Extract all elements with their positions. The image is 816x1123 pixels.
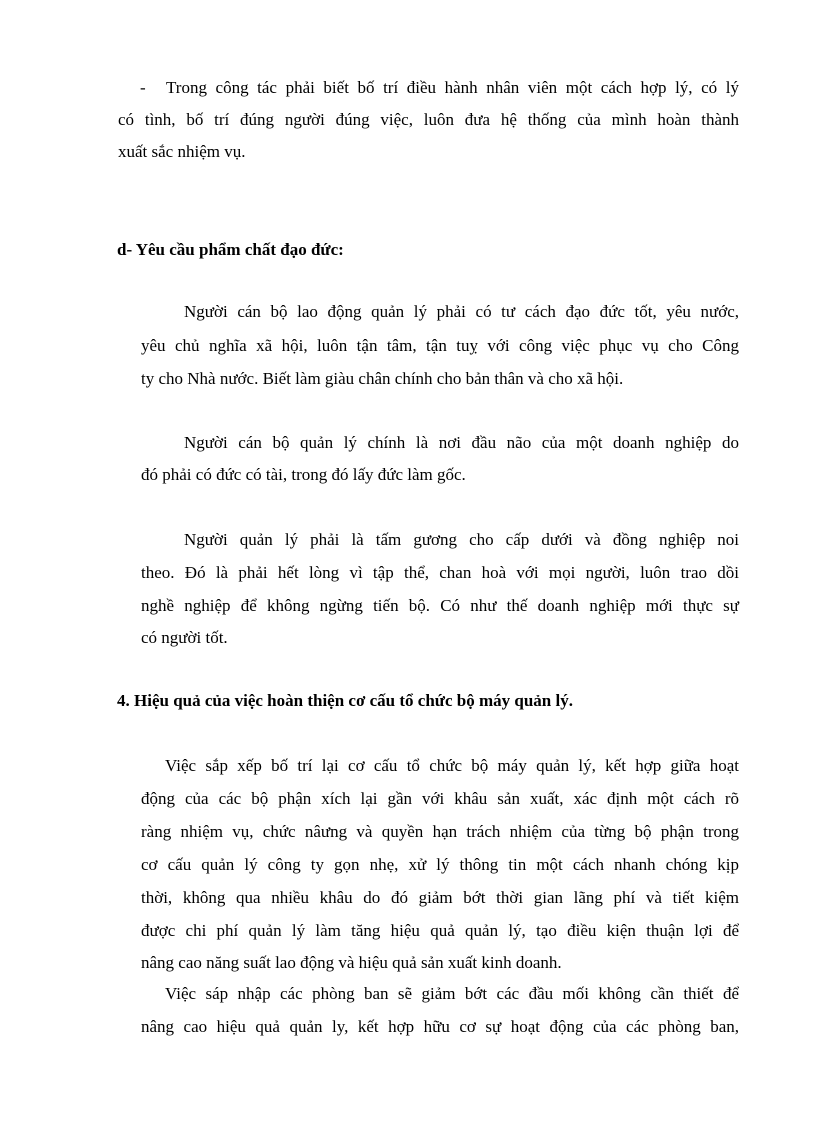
- para4-line-6: được chi phí quản lý làm tăng hiệu quả quản lý, tạo điều kiện thuận lợi để: [141, 921, 739, 940]
- para3-line-1: Người quản lý phải là tấm gương cho cấp dưới và đồng nghiệp noi: [184, 530, 739, 549]
- para4-line-5: thời, không qua nhiều khâu do đó giảm bớt thời gian lãng phí và tiết kiệm: [141, 888, 739, 907]
- para4-line-2: động của các bộ phận xích lại gần với khâu sản xuất, xác định một cách rõ: [141, 789, 739, 808]
- para4-line-3: ràng nhiệm vụ, chức nâưng và quyền hạn trách nhiệm của từng bộ phận trong: [141, 822, 739, 841]
- para2-line-1: Người cán bộ quản lý chính là nơi đầu não của một doanh nghiệp do: [184, 433, 739, 452]
- bullet-line-2: có tình, bố trí đúng người đúng việc, luôn đưa hệ thống của mình hoàn thành: [118, 110, 739, 129]
- para5-line-2: nâng cao hiệu quả quản ly, kết hợp hữu cơ sự hoạt động của các phòng ban,: [141, 1017, 739, 1036]
- para5-line-1: Việc sáp nhập các phòng ban sẽ giảm bớt các đầu mối không cần thiết để: [165, 984, 739, 1003]
- para3-line-4: có người tốt.: [141, 628, 228, 647]
- para1-line-3: ty cho Nhà nước. Biết làm giàu chân chính cho bản thân và cho xã hội.: [141, 369, 624, 388]
- para1-line-1: Người cán bộ lao động quản lý phải có tư cách đạo đức tốt, yêu nước,: [184, 302, 739, 321]
- bullet-line-3: xuất sắc nhiệm vụ.: [118, 142, 246, 161]
- bullet-line-1: Trong công tác phải biết bố trí điều hành nhân viên một cách hợp lý, có lý: [166, 78, 739, 97]
- heading-ethics: d- Yêu cầu phẩm chất đạo đức:: [117, 240, 344, 259]
- para2-line-2: đó phải có đức có tài, trong đó lấy đức làm gốc.: [141, 465, 466, 484]
- para4-line-1: Việc sắp xếp bố trí lại cơ cấu tổ chức bộ máy quản lý, kết hợp giữa hoạt: [165, 756, 739, 775]
- para3-line-3: nghề nghiệp để không ngừng tiến bộ. Có như thế doanh nghiệp mới thực sự: [141, 596, 739, 615]
- para4-line-7: nâng cao năng suất lao động và hiệu quả sản xuất kinh doanh.: [141, 953, 562, 972]
- para4-line-4: cơ cấu quản lý công ty gọn nhẹ, xử lý thông tin một cách nhanh chóng kịp: [141, 855, 739, 874]
- bullet-marker: -: [140, 78, 146, 97]
- heading-section-4: 4. Hiệu quả của việc hoàn thiện cơ cấu tổ chức bộ máy quản lý.: [117, 691, 573, 710]
- para3-line-2: theo. Đó là phải hết lòng vì tập thể, chan hoà với mọi người, luôn trao dồi: [141, 563, 739, 582]
- para1-line-2: yêu chủ nghĩa xã hội, luôn tận tâm, tận tuỵ với công việc phục vụ cho Công: [141, 336, 739, 355]
